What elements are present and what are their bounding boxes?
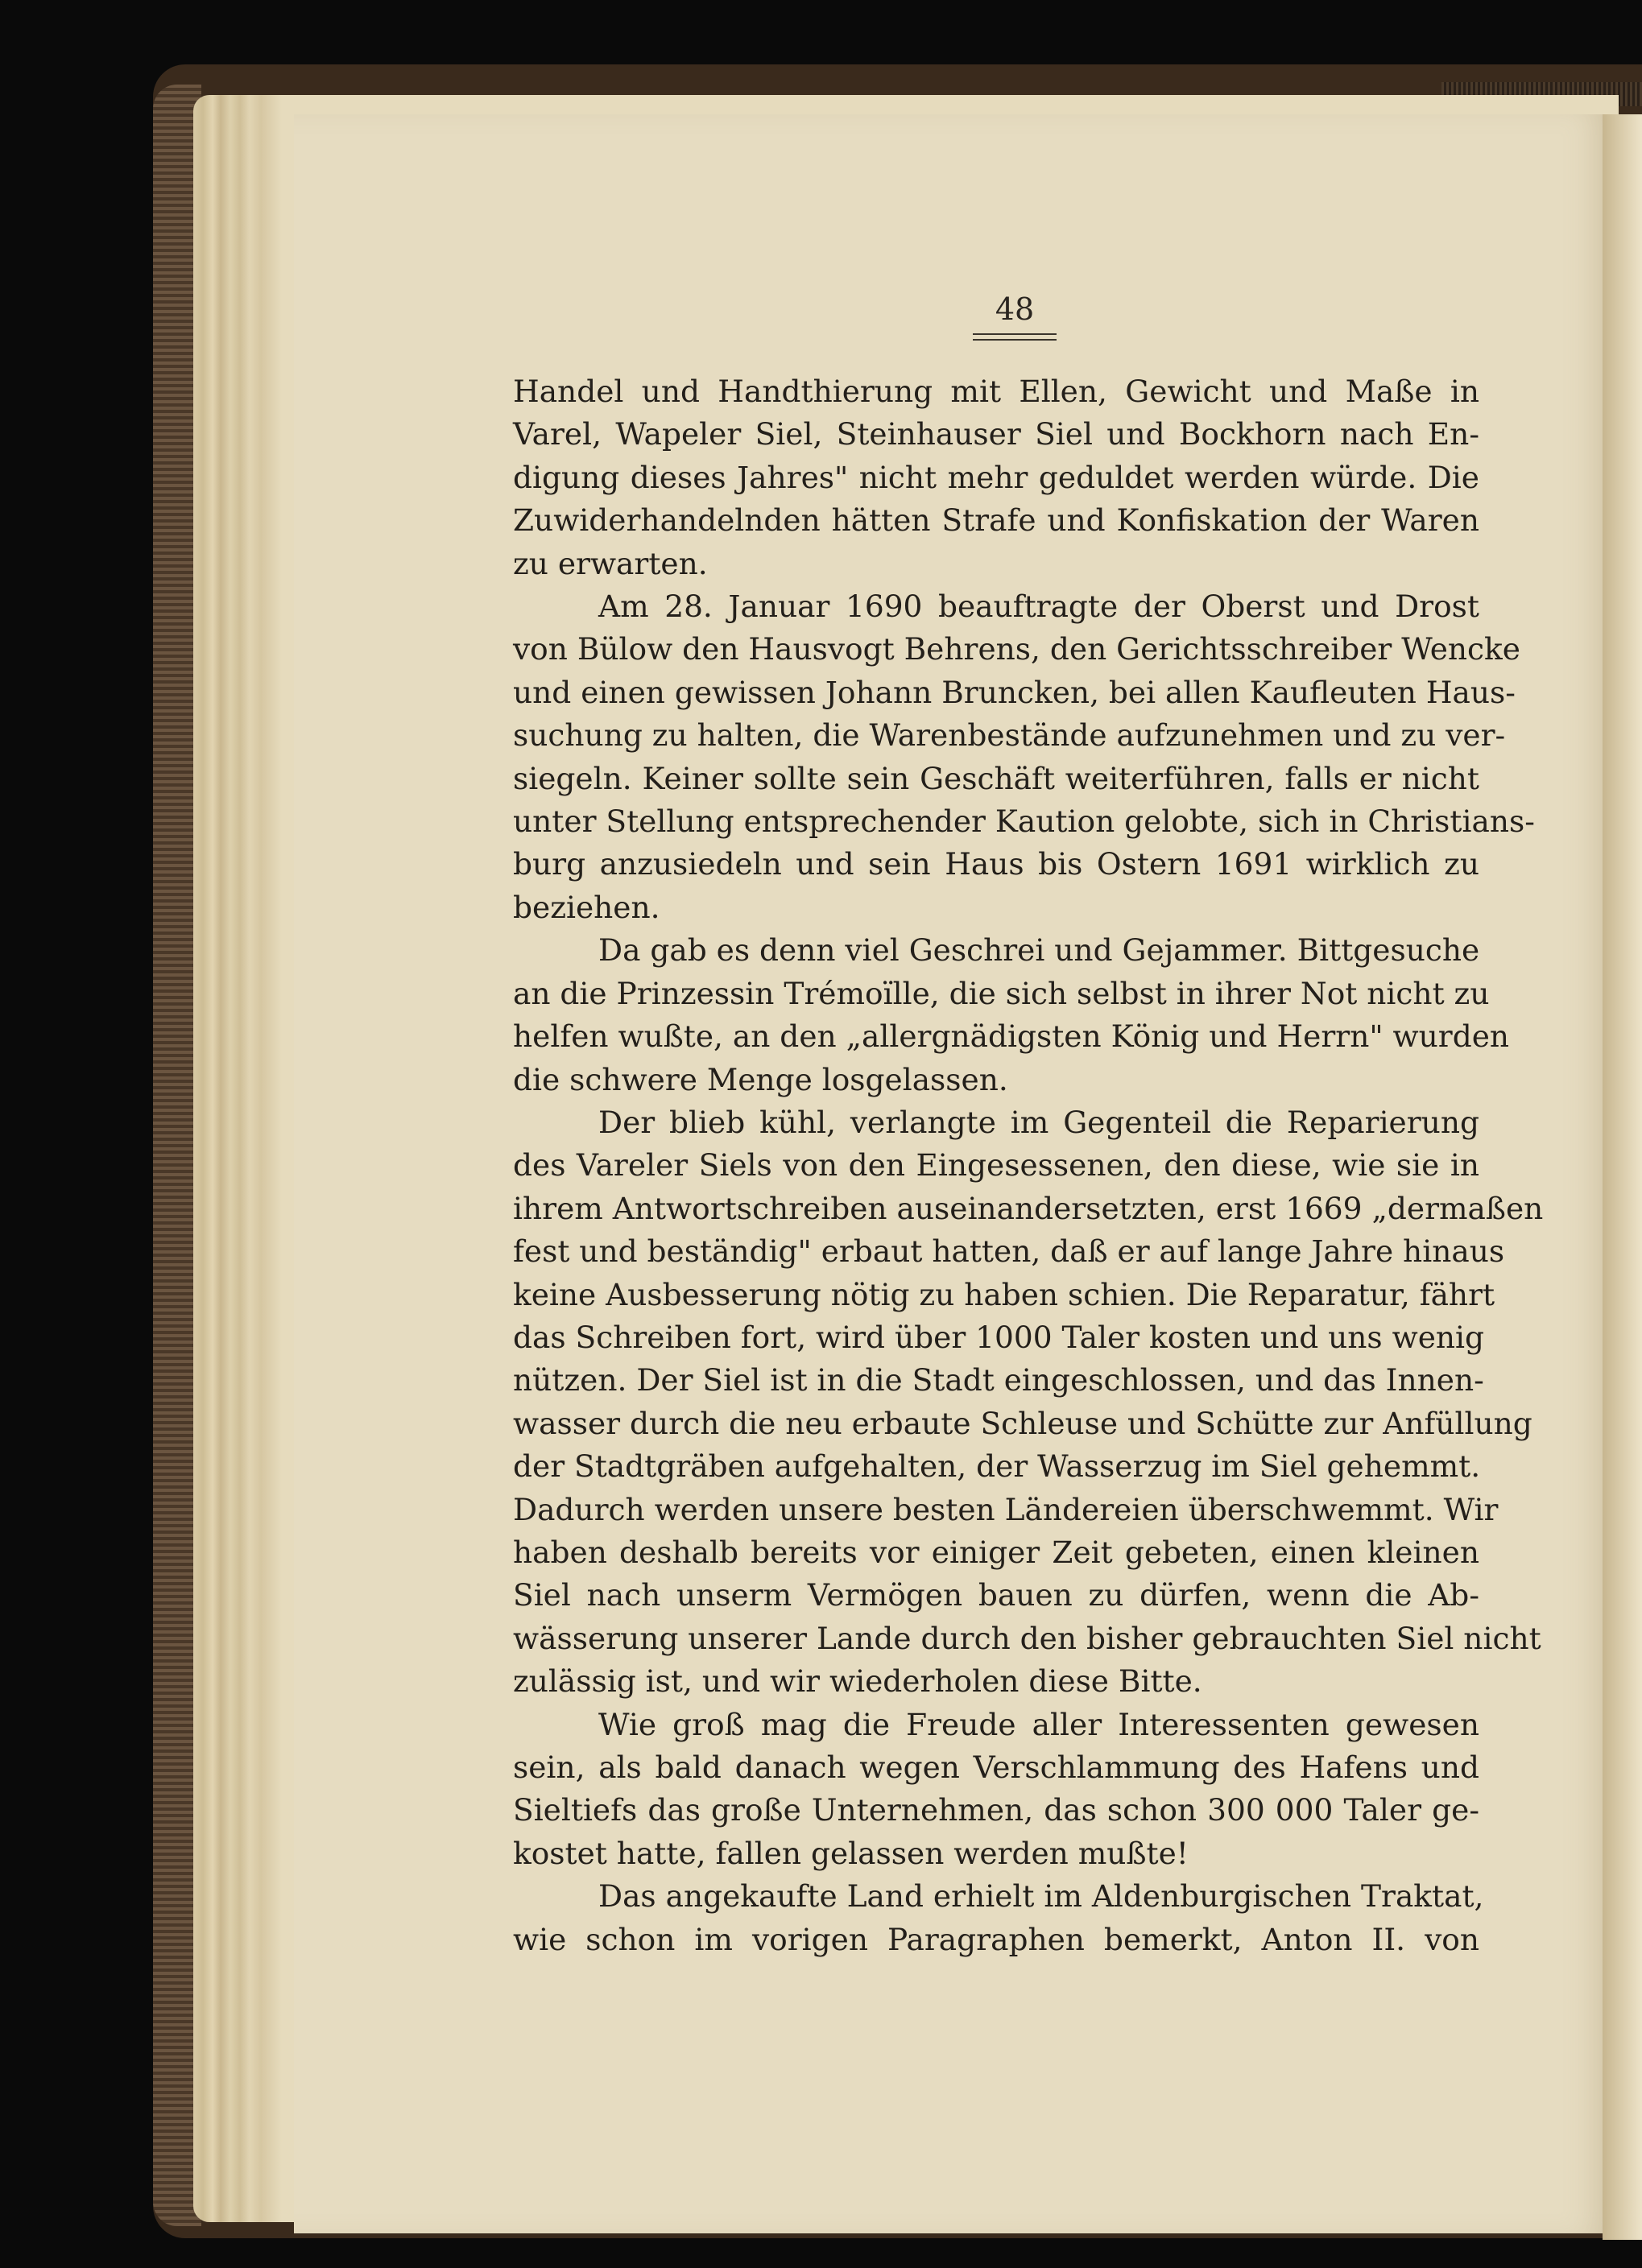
text-line: Wie groß mag die Freude aller Interessenten gewesen [598, 1706, 1479, 1742]
text-line: Der blieb kühl, verlangte im Gegenteil die Reparierung [598, 1104, 1479, 1140]
text-line: beziehen. [513, 889, 660, 925]
body-text [513, 370, 1544, 1961]
text-line: wie schon im vorigen Paragraphen bemerkt, Anton II. von [513, 1921, 1479, 1957]
text-line: Am 28. Januar 1690 beauftragte der Oberst und Drost [598, 589, 1479, 625]
text-line: fest und beständig" erbaut hatten, daß er auf lange Jahre hinaus [513, 1233, 1505, 1270]
page-gutter [1603, 114, 1642, 2240]
page-number-rule [973, 333, 1057, 341]
paragraph [513, 1875, 1484, 1961]
text-line: Handel und Handthierung mit Ellen, Gewicht und Maße in [513, 374, 1479, 409]
page-number: 48 [995, 291, 1035, 327]
text-line: Das angekaufte Land erhielt im Aldenburgischen Traktat, [598, 1878, 1484, 1915]
text-line: das Schreiben fort, wird über 1000 Taler kosten und uns wenig [513, 1319, 1485, 1355]
paragraph [513, 585, 1535, 929]
text-line: Da gab es denn viel Geschrei und Gejammer. Bittgesuche [598, 932, 1480, 969]
text-line: ihrem Antwortschreiben auseinandersetzten, erst 1669 „dermaßen [513, 1190, 1544, 1226]
paragraph [513, 370, 1479, 585]
text-line: Zuwiderhandelnden hätten Strafe und Konfiskation der Waren [513, 502, 1479, 539]
text-line: suchung zu halten, die Warenbestände aufzunehmen und zu ver- [513, 717, 1506, 754]
text-line: Siel nach unserm Vermögen bauen zu dürfen, wenn die Ab- [513, 1577, 1479, 1613]
paragraph [513, 929, 1510, 1101]
text-line: kostet hatte, fallen gelassen werden mußte! [513, 1835, 1189, 1871]
text-line: Sieltiefs das große Unternehmen, das schon 300 000 Taler ge- [513, 1792, 1479, 1828]
paragraph [513, 1704, 1479, 1876]
text-line: burg anzusiedeln und sein Haus bis Ostern 1691 wirklich zu [513, 846, 1479, 882]
text-line: an die Prinzessin Trémoïlle, die sich selbst in ihrer Not nicht zu [513, 975, 1490, 1011]
text-line: unter Stellung entsprechender Kaution gelobte, sich in Christians- [513, 804, 1535, 840]
text-line: digung dieses Jahres" nicht mehr geduldet werden würde. Die [513, 459, 1479, 495]
text-line: und einen gewissen Johann Bruncken, bei allen Kaufleuten Haus- [513, 674, 1516, 710]
text-line: Dadurch werden unsere besten Ländereien überschwemmt. Wir [513, 1491, 1499, 1527]
text-line: nützen. Der Siel ist in die Stadt eingeschlossen, und das Innen- [513, 1362, 1484, 1398]
text-line: Varel, Wapeler Siel, Steinhauser Siel und Bockhorn nach En- [513, 416, 1479, 452]
text-line: helfen wußte, an den „allergnädigsten König und Herrn" wurden [513, 1018, 1510, 1055]
text-line: wässerung unserer Lande durch den bisher gebrauchten Siel nicht [513, 1620, 1541, 1656]
text-line: von Bülow den Hausvogt Behrens, den Gerichtsschreiber Wencke [513, 631, 1520, 667]
text-line: siegeln. Keiner sollte sein Geschäft weiterführen, falls er nicht [513, 760, 1479, 796]
text-line: wasser durch die neu erbaute Schleuse und Schütte zur Anfüllung [513, 1405, 1532, 1441]
text-line: zu erwarten. [513, 545, 708, 581]
text-line: des Vareler Siels von den Eingesessenen, den diese, wie sie in [513, 1147, 1479, 1184]
text-line: haben deshalb bereits vor einiger Zeit gebeten, einen kleinen [513, 1534, 1479, 1570]
paragraph [513, 1101, 1544, 1704]
text-line: keine Ausbesserung nötig zu haben schien. Die Reparatur, fährt [513, 1276, 1495, 1312]
text-line: die schwere Menge losgelassen. [513, 1061, 1008, 1097]
text-line: sein, als bald danach wegen Verschlammung des Hafens und [513, 1750, 1479, 1785]
text-line: zulässig ist, und wir wiederholen diese Bitte. [513, 1663, 1202, 1700]
text-line: der Stadtgräben aufgehalten, der Wasserzug im Siel gehemmt. [513, 1448, 1481, 1485]
